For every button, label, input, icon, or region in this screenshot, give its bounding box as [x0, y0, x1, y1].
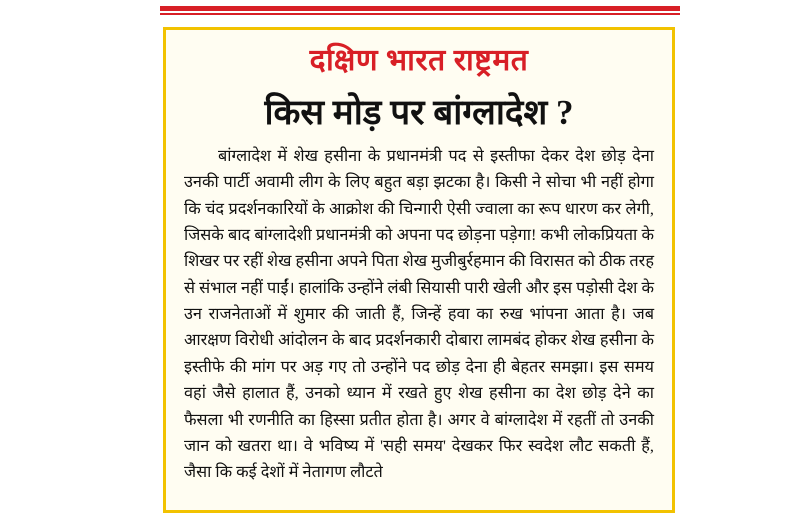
top-red-rule: [160, 6, 680, 11]
article-body: [182, 143, 656, 486]
masthead-title: दक्षिण भारत राष्ट्रमत: [309, 44, 529, 77]
top-red-rule-thin: [160, 13, 680, 15]
article-card: [163, 27, 675, 513]
article-headline: किस मोड़ पर बांग्लादेश ?: [264, 92, 574, 132]
bottom-clip: [166, 506, 672, 510]
article-body-text: बांग्लादेश में शेख हसीना के प्रधानमंत्री पद से इस्तीफा देकर देश छोड़ देना उनकी पार्टी अवामी लीग के लिए बहुत बड़ा झटका है। किसी ने सोचा भी नहीं होगा कि चंद प्रदर्शनकारियों के आक्रोश की चिन्गारी ऐसी ज्वाला का रूप धारण कर लेगी, जिसके बाद बांग्लादेशी प्रधानमंत्री को अपना पद छोड़ना पड़ेगा! कभी लोकप्रियता के शिखर पर रहीं शेख हसीना अपने पिता शेख मुजीबुर्रहमान की विरासत को ठीक तरह से संभाल नहीं पाईं। हालांकि उन्होंने लंबी सियासी पारी खेली और इस पड़ोसी देश के उन राजनेताओं में शुमार की जाती हैं, जिन्हें हवा का रुख भांपना आता है। जब आरक्षण विरोधी आंदोलन के बाद प्रदर्शनकारी दोबारा लामबंद होकर शेख हसीना के इस्तीफे की मांग पर अड़ गए तो उन्होंने पद छोड़ देना ही बेहतर समझा। इस समय वहां जैसे हालात हैं, उनको ध्यान में रखते हुए शेख हसीना का देश छोड़ देने का फैसला भी रणनीति का हिस्सा प्रतीत होता है। अगर वे बांग्लादेश में रहतीं तो उनकी जान को खतरा था। वे भविष्य में 'सही समय' देखकर फिर स्वदेश लौट सकती हैं, जैसा कि कई देशों में नेतागण लौटते: [184, 145, 654, 482]
